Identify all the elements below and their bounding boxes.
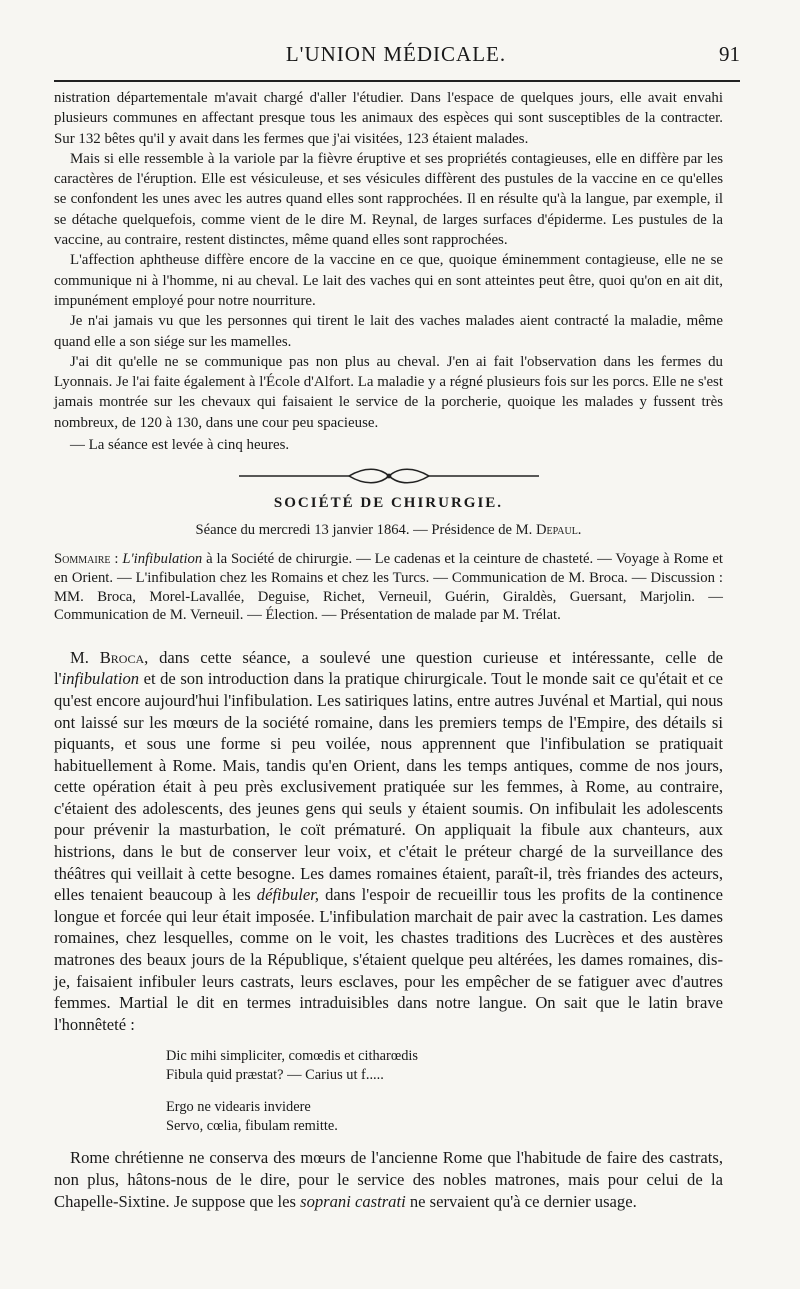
text-run: l' bbox=[54, 669, 62, 689]
session-closing: — La séance est levée à cinq heures. bbox=[70, 437, 290, 454]
page-header bbox=[52, 36, 740, 76]
text-run: Rome chrétienne ne conserva des mœurs de l'ancienne Rome que l'habitude de faire des castrats, non plus, hâtons-nous de le dire, pour le service des nobles matrones, mais pour celui de la Chapelle-Sixtine. Je suppose que les bbox=[54, 1148, 723, 1211]
main-article bbox=[54, 647, 723, 1212]
italic-term: défibuler, bbox=[256, 885, 319, 905]
president-name: Depaul. bbox=[535, 521, 582, 538]
latin-verse bbox=[166, 1047, 723, 1135]
seance-text: Séance du mercredi 13 janvier 1864. — Présidence de M. bbox=[195, 521, 536, 538]
paragraph: Mais si elle ressemble à la variole par la fièvre éruptive et ses propriétés contagieuses, elle en diffère par les caractères de l'éruption. Elle est vésiculeuse, et ses vésicules diffèrent des pustules de la vaccine en ce qu'elles se confondent les unes avec les autres quand elles sont rapprochées. Il en résulte qu'à la langue, par exemple, il se détache quelquefois, comme vient de le dire M. Reynal, de larges surfaces d'épiderme. Les pustules de la vaccine, au contraire, restent distinctes, même quand elles sont rapprochées. bbox=[54, 150, 723, 249]
sommaire-text: à la Société de chirurgie. — Le cadenas et la ceinture de chasteté. — Voyage à Rome et en Orient. — L'infibulation chez les Romains et chez les Turcs. — Communication de M. Broca. — Discussion : MM. Broca, Morel-Lavallée, Deguise, Richet, Verneuil, Guérin, Giraldès, Guersant, Marjolin. — Communication de M. Verneuil. — Élection. — Présentation de malade par M. Trélat. bbox=[54, 551, 724, 624]
sommaire-topic: L'infibulation bbox=[122, 551, 203, 568]
text-run: dans l'espoir de recueillir tous les profits de la continence longue et forcée qui leur était imposée. L'infibulation marchait de pair avec la castration. Les dames romaines, chez lesquelles, comme on le voit, les chastes traditions des Lucrèces et des austères matrones des beaux jours de la République, s'étaient quelque peu altérées, les dames romaines, dis-je, faisaient infibuler leurs castrats, leurs esclaves, pour les empêcher de se fatiguer avec d'autres femmes. Martial le dit en termes intraduisibles dans notre langue. On sait que le latin brave l'honnêteté : bbox=[54, 885, 723, 1034]
sommaire bbox=[54, 550, 723, 624]
running-head: L'UNION MÉDICALE. bbox=[285, 42, 507, 66]
header-rule bbox=[54, 80, 740, 82]
ornamental-divider bbox=[239, 465, 539, 487]
verse-line: Fibula quid præstat? — Carius ut f..... bbox=[166, 1066, 384, 1083]
text-run: ne servaient qu'à ce dernier usage. bbox=[405, 1191, 637, 1211]
verse-gap bbox=[166, 1084, 723, 1098]
sommaire-label: Sommaire : bbox=[54, 551, 119, 568]
article-paragraph bbox=[54, 1147, 723, 1212]
italic-term: soprani castrati bbox=[300, 1191, 406, 1211]
previous-section bbox=[54, 88, 723, 455]
paragraph: J'ai dit qu'elle ne se communique pas non plus au cheval. J'en ai fait l'observation dans les fermes du Lyonnais. Je l'ai faite également à l'École d'Alfort. La maladie y a régné plusieurs fois sur les porcs. Elle ne s'est jamais montrée sur les chevaux qui faisaient le service de la porcherie, quoique les malades y fussent très nombreux, de 120 à 130, dans une cour peu spacieuse. bbox=[54, 353, 723, 431]
seance-line bbox=[54, 520, 723, 541]
article-paragraph bbox=[54, 647, 723, 1036]
page-body bbox=[54, 88, 723, 1212]
paragraph: nistration départementale m'avait chargé d'aller l'étudier. Dans l'espace de quelques jours, elle avait envahi plusieurs communes en affectant presque tous les animaux des espèces qui sont susceptibles de la contracter. Sur 132 bêtes qu'il y avait dans les fermes que j'ai visitées, 123 étaient malades. bbox=[54, 90, 723, 147]
section-title: SOCIÉTÉ DE CHIRURGIE. bbox=[273, 495, 504, 512]
paragraph: Je n'ai jamais vu que les personnes qui tirent le lait des vaches malades aient contracté la maladie, même quand elle a son siége sur les mamelles. bbox=[54, 313, 723, 350]
text-run: dans cette séance, a soulevé une question curieuse et intéressante, celle de bbox=[148, 647, 723, 667]
page-number: 91 bbox=[719, 42, 740, 66]
italic-term: infibulation bbox=[61, 669, 140, 689]
text-run: et de son introduction dans la pratique chirurgicale. Tout le monde sait ce qu'était et ce qu'est encore aujourd'hui l'infibulation. Les satiriques latins, entre autres Juvénal et Martial, qui nous ont laissé sur les mœurs de la société romaine, dans les premiers temps de l'Empire, des détails si piquants, et sous une forme si peu voilée, nous apprennent que l'infibulation se pratiquait habituellement à Rome. Mais, tandis qu'en Orient, dans les temps antiques, comme de nos jours, cette opération était à peu près exclusivement pratiquée sur les femmes, à Rome, au contraire, c'étaient des adolescents, des jeunes gens qui seuls y étaient soumis. On infibulait les adolescents pour prévenir la masturbation, le coït prématuré. On appliquait la fibule aux chanteurs, aux histrions, dans le but de conserver leur voix, et c'était le préteur chargé de la surveillance des théâtres qui veillait à cette besogne. Les dames romaines étaient, paraît-il, très friandes des acteurs, elles tenaient beaucoup à les bbox=[54, 669, 723, 905]
paragraph: L'affection aphtheuse diffère encore de la vaccine en ce que, quoique éminemment contagieuse, elle ne se communique ni à l'homme, ni au cheval. Le lait des vaches qui en sont atteintes peut être, quoi qu'on en ait dit, impunément employé pour notre nourriture. bbox=[54, 252, 723, 309]
verse-line: Servo, cœlia, fibulam remitte. bbox=[166, 1117, 338, 1134]
verse-line: Ergo ne videaris invidere bbox=[166, 1099, 311, 1116]
speaker-name: M. Broca, bbox=[70, 647, 149, 667]
verse-line: Dic mihi simpliciter, comœdis et citharœdis bbox=[166, 1048, 419, 1065]
